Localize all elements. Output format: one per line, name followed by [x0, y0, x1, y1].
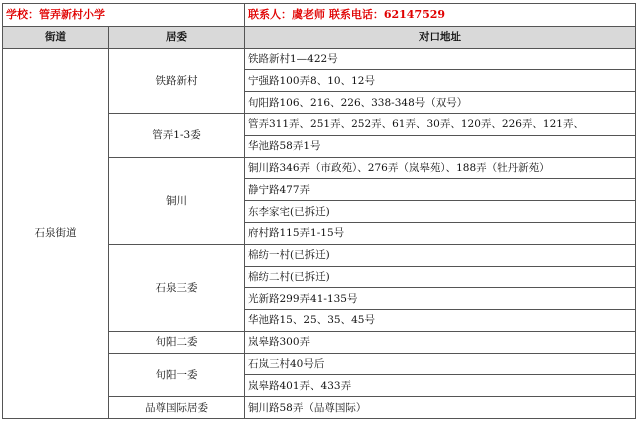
address-cell: 旬阳路106、216、226、338-348号（双号）	[245, 92, 636, 114]
committee-name: 铁路新村	[109, 48, 245, 113]
school-name: 学校：管弄新村小学	[3, 4, 245, 27]
address-cell: 东李家宅(已拆迁)	[245, 201, 636, 223]
address-cell: 铜川路346弄（市政苑）、276弄（岚皋苑）、188弄（牡丹新苑）	[245, 157, 636, 179]
address-cell: 管弄311弄、251弄、252弄、61弄、30弄、120弄、226弄、121弄、	[245, 114, 636, 136]
address-cell: 石岚三村40号后	[245, 353, 636, 375]
address-cell: 华池路15、25、35、45号	[245, 310, 636, 332]
school-district-table	[2, 3, 636, 419]
address-cell: 华池路58弄1号	[245, 135, 636, 157]
address-cell: 岚皋路401弄、433弄	[245, 375, 636, 397]
address-cell: 铜川路58弄（品尊国际）	[245, 397, 636, 419]
column-header-street: 街道	[3, 26, 109, 48]
column-header-address: 对口地址	[245, 26, 636, 48]
address-cell: 棉纺二村(已拆迁)	[245, 266, 636, 288]
address-cell: 静宁路477弄	[245, 179, 636, 201]
address-cell: 宁强路100弄8、10、12号	[245, 70, 636, 92]
committee-name: 品尊国际居委	[109, 397, 245, 419]
address-cell: 铁路新村1—422号	[245, 48, 636, 70]
address-cell: 光新路299弄41-135号	[245, 288, 636, 310]
header-row	[3, 26, 636, 48]
committee-name: 旬阳一委	[109, 353, 245, 397]
committee-name: 管弄1-3委	[109, 114, 245, 158]
table-row	[3, 48, 636, 70]
committee-name: 旬阳二委	[109, 331, 245, 353]
title-row	[3, 4, 636, 27]
address-cell: 棉纺一村(已拆迁)	[245, 244, 636, 266]
address-cell: 府村路115弄1-15号	[245, 222, 636, 244]
contact-info: 联系人：虞老师 联系电话：62147529	[245, 4, 636, 27]
committee-name: 铜川	[109, 157, 245, 244]
address-table-container	[2, 3, 635, 419]
committee-name: 石泉三委	[109, 244, 245, 331]
street-name: 石泉街道	[3, 48, 109, 418]
address-cell: 岚皋路300弄	[245, 331, 636, 353]
column-header-committee: 居委	[109, 26, 245, 48]
